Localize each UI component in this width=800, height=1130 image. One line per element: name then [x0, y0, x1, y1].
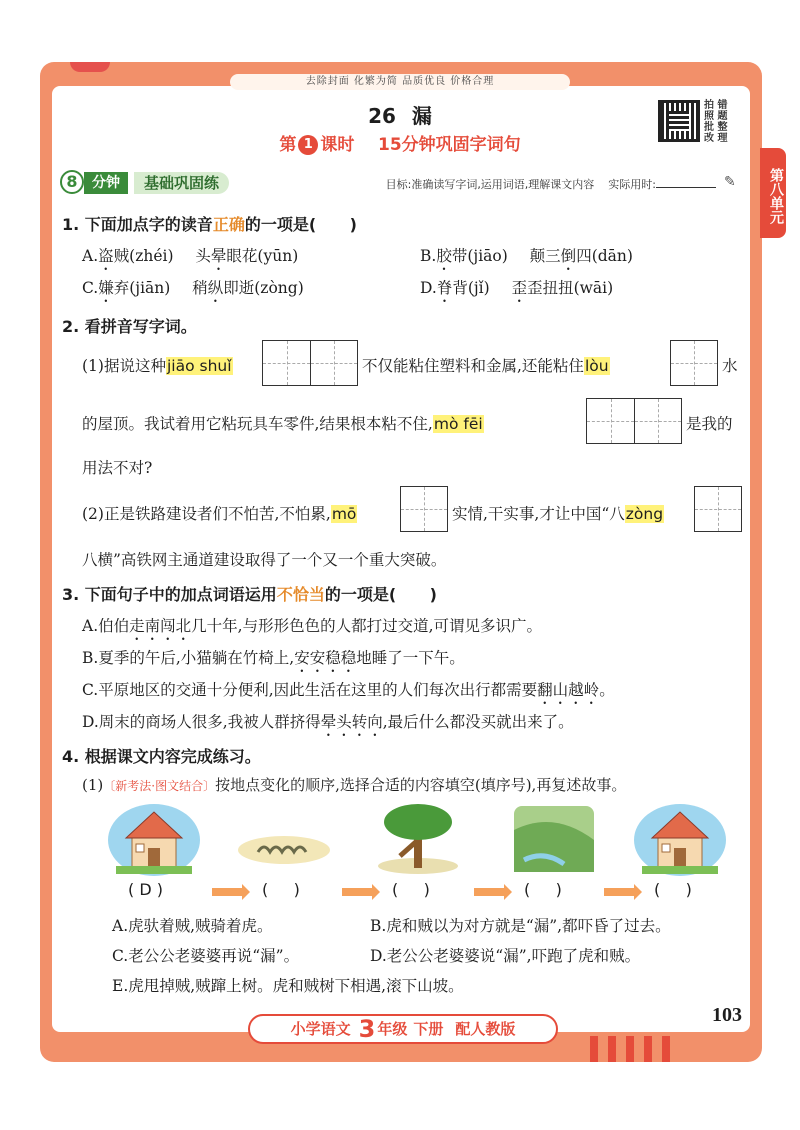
q1-prefix: 下面加点字的读音 — [84, 215, 213, 234]
text: 按地点变化的顺序,选择合适的内容填空(填序号),再复述故事。 — [215, 776, 627, 794]
question-4 — [62, 744, 261, 767]
dotted-char: 歪 — [511, 279, 528, 297]
text: 几十年,与形形色色的人都打过交道,可谓见多识广。 — [191, 617, 542, 635]
option-text: 眼花(yūn) — [226, 247, 299, 265]
char-box[interactable] — [634, 398, 682, 444]
q2-title: 看拼音写字词。 — [84, 317, 197, 336]
dotted-char: 胶 — [436, 247, 452, 265]
footer-grade-number: 3 — [358, 1015, 376, 1043]
footer-subject: 小学语文 — [290, 1020, 351, 1038]
house-scene-icon — [632, 800, 728, 878]
minutes-label: 分钟 — [84, 172, 128, 194]
text: 的屋顶。我试着用它粘玩具车零件,结果根本粘不住, — [82, 415, 433, 433]
q3-number: 3. — [62, 585, 80, 604]
q2-p2-line1 — [82, 502, 357, 524]
text: (2)正是铁路建设者们不怕苦,不怕累, — [82, 505, 331, 523]
text: 实情,干实事,才让中国“八 — [452, 505, 625, 523]
pinyin: mō — [331, 505, 357, 523]
question-1 — [62, 212, 357, 235]
arrow-right-icon — [604, 888, 634, 896]
page-number: 103 — [712, 1004, 742, 1026]
answer-blank[interactable]: ( ) — [654, 880, 692, 899]
char-box[interactable] — [694, 486, 742, 532]
arrow-right-icon — [342, 888, 372, 896]
option-text: 贼(zhéi) — [113, 247, 174, 265]
question-2 — [62, 314, 197, 337]
option-label: D. — [420, 279, 437, 297]
char-box[interactable] — [400, 486, 448, 532]
q3-highlight: 不恰当 — [276, 585, 325, 604]
answer-blank[interactable]: ( D ) — [128, 880, 163, 899]
qr-label-line: 批 整 — [704, 122, 728, 133]
option-text: 即逝(zòng) — [223, 279, 304, 297]
option-label: A. — [82, 247, 99, 265]
q1-option-b[interactable] — [420, 244, 633, 274]
period-suffix: 课时 15分钟巩固字词句 — [320, 135, 521, 155]
q2-p1-line1-c: 水 — [722, 357, 738, 375]
goal-text: 目标:准确读写字词,运用词语,理解课文内容 实际用时: — [385, 178, 656, 191]
footer-edition: 配人教版 — [455, 1020, 516, 1038]
q3-option-c[interactable] — [82, 678, 615, 708]
pinyin: zòng — [625, 505, 664, 523]
arrow-right-icon — [212, 888, 242, 896]
dotted-char: 嫌 — [98, 279, 114, 297]
qr-label-line: 照 题 — [704, 111, 728, 122]
answer-blank[interactable]: ( ) — [524, 880, 562, 899]
q2-p1-line3: 用法不对? — [82, 459, 153, 477]
option-text: 带(jiāo) — [451, 247, 508, 265]
section-title: 基础巩固练 — [134, 172, 229, 194]
char-box[interactable] — [310, 340, 358, 386]
q3-option-d[interactable] — [82, 710, 574, 740]
q4-choice-d: D.老公公老婆婆说“漏”,吓跑了虎和贼。 — [370, 947, 641, 965]
char-box[interactable] — [262, 340, 310, 386]
q4-title: 根据课文内容完成练习。 — [84, 747, 261, 766]
q2-p2-line2: 八横”高铁网主通道建设取得了一个又一个重大突破。 — [82, 551, 447, 569]
char-box[interactable] — [586, 398, 634, 444]
minutes-badge: 8 — [60, 170, 84, 194]
option-text: 歪扭扭(wāi) — [527, 279, 614, 297]
lesson-name: 漏 — [411, 104, 432, 128]
option-text: 头 — [195, 247, 211, 265]
dotted-word: 走南闯北 — [129, 617, 192, 635]
q1-option-a[interactable] — [82, 244, 298, 274]
dotted-word: 翻山越岭 — [537, 681, 600, 699]
text: 地睡了一下午。 — [356, 649, 465, 667]
top-band: 去除封面 化繁为简 品质优良 价格合理 — [230, 74, 570, 90]
q2-p1-line1 — [82, 354, 233, 376]
arrow-right-icon — [474, 888, 504, 896]
dotted-char: 晕 — [210, 247, 227, 265]
q2-p1-line2 — [82, 412, 484, 434]
char-box[interactable] — [670, 340, 718, 386]
q4-tag: 〔新考法·图文结合〕 — [103, 779, 216, 793]
period-number: 1 — [298, 135, 318, 155]
text: B.夏季的午后,小猫躺在竹椅上, — [82, 649, 295, 667]
option-label: B. — [420, 247, 437, 265]
q2-p1-line1-b — [362, 354, 610, 376]
field-scene-icon — [236, 800, 332, 878]
house-scene-icon — [106, 800, 202, 878]
q1-option-d[interactable] — [420, 276, 613, 306]
pinyin: jiāo shuǐ — [166, 357, 232, 375]
text: D.周末的商场人很多,我被人群挤得 — [82, 713, 321, 731]
footer-volume: 下册 — [413, 1020, 444, 1038]
option-text: 颠三 — [529, 247, 561, 265]
pinyin: lòu — [584, 357, 609, 375]
corner-decoration — [70, 62, 110, 72]
option-text: 四(dān) — [576, 247, 633, 265]
q1-highlight: 正确 — [212, 215, 245, 234]
dotted-char: 盗 — [98, 247, 114, 265]
text: A.伯伯 — [82, 617, 130, 635]
option-text: 弃(jiān) — [113, 279, 171, 297]
dotted-word: 晕头转向 — [320, 713, 383, 731]
q1-suffix: 的一项是( ) — [244, 215, 357, 234]
text: (1)据说这种 — [82, 357, 166, 375]
section-goal — [386, 176, 716, 192]
text: 。 — [599, 681, 615, 699]
q4-choice-c: C.老公公老婆婆再说“漏”。 — [112, 947, 300, 965]
option-label: C. — [82, 279, 99, 297]
section-bar — [60, 172, 740, 194]
q2-p2-line1-b — [452, 502, 664, 524]
decorative-stripes — [590, 1036, 670, 1062]
q3-prefix: 下面句子中的加点词语运用 — [84, 585, 277, 604]
dotted-word: 安安稳稳 — [294, 649, 357, 667]
q4-instruction: (1)〔新考法·图文结合〕按地点变化的顺序,选择合适的内容填空(填序号),再复述故事。 — [82, 776, 627, 794]
q4-choice-e: E.虎甩掉贼,贼蹿上树。虎和贼树下相遇,滚下山坡。 — [112, 977, 464, 995]
q4-choice-a: A.虎驮着贼,贼骑着虎。 — [112, 917, 273, 935]
footer-grade-label: 年级 — [377, 1020, 408, 1038]
answer-blank[interactable]: ( ) — [262, 880, 300, 899]
q4-choice-b: B.虎和贼以为对方就是“漏”,都吓昏了过去。 — [370, 917, 671, 935]
pencil-icon: ✎ — [724, 174, 736, 190]
option-text: 稍 — [192, 279, 208, 297]
time-blank[interactable] — [656, 187, 716, 188]
question-3 — [62, 582, 437, 605]
text: C.平原地区的交通十分便利,因此生活在这里的人们每次出行都需要 — [82, 681, 538, 699]
q3-suffix: 的一项是( ) — [324, 585, 437, 604]
pinyin: mò fēi — [433, 415, 483, 433]
q2-number: 2. — [62, 317, 80, 336]
qr-label-line: 改 理 — [704, 133, 728, 144]
qr-code-icon[interactable] — [658, 100, 700, 142]
q1-option-c[interactable] — [82, 276, 304, 306]
text: 不仅能粘住塑料和金属,还能粘住 — [362, 357, 584, 375]
dotted-char: 脊 — [436, 279, 453, 297]
dotted-char: 倒 — [560, 247, 577, 265]
qr-label-line: 拍 错 — [704, 100, 728, 111]
q4-number: 4. — [62, 747, 80, 766]
q2-p1-line2-b: 是我的 — [686, 415, 733, 433]
option-text: 背(jǐ) — [452, 279, 490, 297]
q3-option-b[interactable] — [82, 646, 465, 676]
footer-badge — [248, 1014, 558, 1044]
lesson-number: 26 — [368, 104, 396, 128]
qr-label — [704, 100, 748, 144]
period-prefix: 第 — [279, 135, 297, 155]
text: ,最后什么都没买就出来了。 — [382, 713, 574, 731]
dotted-char: 纵 — [207, 279, 224, 297]
answer-blank[interactable]: ( ) — [392, 880, 430, 899]
unit-tab[interactable]: 第八单元 — [760, 148, 786, 238]
hillside-scene-icon — [504, 800, 600, 878]
q3-option-a[interactable] — [82, 614, 542, 644]
q1-number: 1. — [62, 215, 80, 234]
tree-scene-icon — [370, 800, 466, 878]
